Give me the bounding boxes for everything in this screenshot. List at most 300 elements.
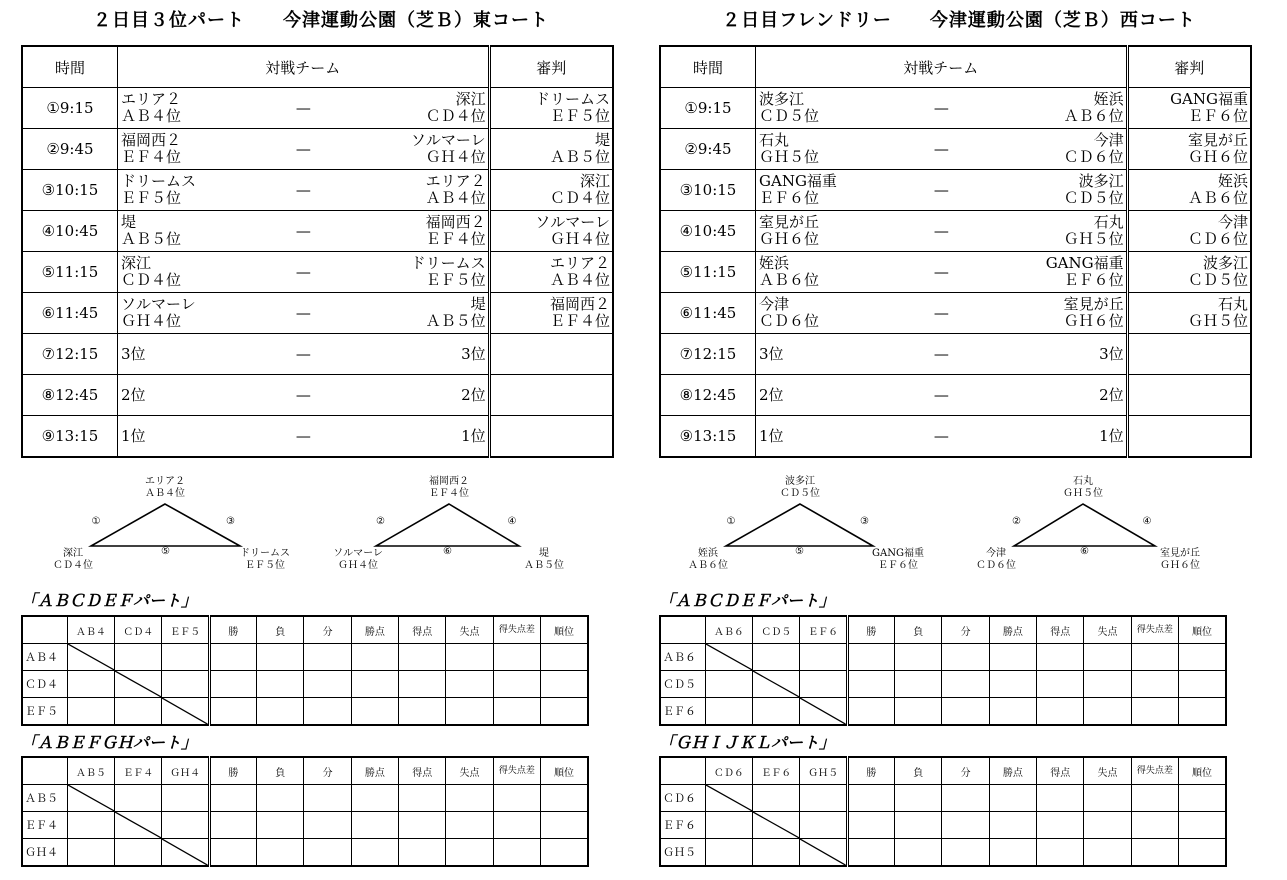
schedule-table bbox=[659, 45, 1252, 458]
referee bbox=[1127, 293, 1251, 334]
away-team-name: GANG福重 bbox=[1045, 254, 1124, 272]
triangle-top-team bbox=[135, 476, 195, 500]
match-row bbox=[660, 88, 1251, 129]
stat-cell bbox=[1084, 839, 1131, 867]
triangle-right-name: GANG福重 bbox=[872, 548, 924, 559]
away-team-name: 1位 bbox=[461, 426, 486, 445]
standings-row bbox=[22, 839, 588, 867]
home-team-seed: ＡＢ４位 bbox=[121, 107, 182, 125]
team-row-label: ＥＦ５ bbox=[22, 698, 67, 726]
away-team-name: 3位 bbox=[461, 344, 486, 363]
team-column-header: ＥＦ６ bbox=[753, 757, 800, 785]
home-team-seed: ＣＤ５位 bbox=[759, 107, 820, 125]
diagonal-cell bbox=[115, 812, 162, 839]
part-title: 「ＡＢＥＦＧＨパート」 bbox=[21, 733, 198, 752]
referee-seed: ＧＨ５位 bbox=[1187, 312, 1248, 330]
stat-cell bbox=[541, 812, 588, 839]
versus-dash: — bbox=[241, 211, 365, 252]
triangle-top-name: 福岡西２ bbox=[429, 476, 469, 487]
triangle-left-name: 今津 bbox=[986, 548, 1006, 559]
away-team bbox=[1003, 416, 1127, 458]
match-time: ⑦12:15 bbox=[22, 334, 118, 375]
stat-cell bbox=[1131, 839, 1178, 867]
stat-cell bbox=[541, 839, 588, 867]
referee-name: 福岡西２ bbox=[549, 295, 610, 313]
corner-cell bbox=[22, 616, 67, 644]
home-team bbox=[118, 170, 242, 211]
away-team-name: 深江 bbox=[455, 90, 486, 108]
home-team bbox=[118, 293, 242, 334]
stat-cell bbox=[1084, 698, 1131, 726]
diagonal-cell bbox=[800, 839, 847, 867]
match-row bbox=[660, 293, 1251, 334]
match-time: ③10:15 bbox=[22, 170, 118, 211]
home-team bbox=[118, 252, 242, 293]
match-time: ④10:45 bbox=[22, 211, 118, 252]
panel-title: ２日目３位パート 今津運動公園（芝Ｂ）東コート bbox=[93, 10, 549, 31]
triangle-left-team bbox=[966, 548, 1026, 572]
referee-seed: ＧＨ４位 bbox=[549, 230, 610, 248]
match-time: ⑥11:45 bbox=[22, 293, 118, 334]
team-row-label: ＥＦ４ bbox=[22, 812, 67, 839]
referee bbox=[489, 416, 613, 458]
triangle-top-seed: ＧＨ５位 bbox=[1063, 488, 1103, 499]
versus-dash: — bbox=[879, 375, 1003, 416]
result-cell bbox=[800, 671, 847, 698]
diagonal-cell bbox=[753, 671, 800, 698]
stat-cell bbox=[895, 839, 942, 867]
triangle-left-name: 姪浜 bbox=[698, 548, 718, 559]
triangle-right-name: 室見が丘 bbox=[1160, 548, 1200, 559]
triangle-top-seed: ＡＢ４位 bbox=[145, 488, 185, 499]
stat-cell bbox=[942, 644, 989, 671]
referee-name: ドリームス bbox=[534, 90, 610, 108]
referee bbox=[489, 375, 613, 416]
stat-cell bbox=[493, 671, 540, 698]
versus-dash: — bbox=[241, 375, 365, 416]
result-cell bbox=[67, 839, 114, 867]
home-team bbox=[756, 129, 880, 170]
stat-cell bbox=[942, 671, 989, 698]
referee bbox=[489, 293, 613, 334]
home-team-name: 2位 bbox=[759, 385, 784, 404]
stat-cell bbox=[304, 671, 351, 698]
versus-dash: — bbox=[879, 170, 1003, 211]
away-team-name: 2位 bbox=[461, 385, 486, 404]
referee-seed: ＥＦ６位 bbox=[1187, 107, 1248, 125]
diagonal-cell bbox=[800, 698, 847, 726]
stat-cell bbox=[989, 839, 1036, 867]
bracket-triangle bbox=[376, 504, 519, 546]
stat-cell bbox=[446, 812, 493, 839]
stat-cell bbox=[446, 698, 493, 726]
home-team-name: エリア２ bbox=[121, 90, 182, 108]
match-time: ③10:15 bbox=[660, 170, 756, 211]
triangle-left-seed: ＡＢ６位 bbox=[688, 560, 728, 571]
stat-cell bbox=[541, 785, 588, 812]
referee bbox=[1127, 375, 1251, 416]
diagonal-slash bbox=[706, 785, 752, 811]
standings-row bbox=[22, 785, 588, 812]
east-court-panel bbox=[21, 0, 621, 880]
stat-cell bbox=[209, 839, 256, 867]
away-team-name: 今津 bbox=[1093, 131, 1124, 149]
home-team-seed: ＧＨ５位 bbox=[759, 148, 820, 166]
home-team-name: 1位 bbox=[121, 426, 146, 445]
stat-cell bbox=[446, 839, 493, 867]
stat-cell bbox=[399, 785, 446, 812]
home-team-name: ソルマーレ bbox=[121, 295, 196, 313]
standings-row bbox=[660, 785, 1226, 812]
home-team bbox=[756, 375, 880, 416]
home-team bbox=[118, 334, 242, 375]
stat-column-header: 分 bbox=[942, 616, 989, 644]
triangle-right-number: ③ bbox=[226, 516, 235, 527]
stat-column-header: 得失点差 bbox=[493, 757, 540, 785]
stat-column-header: 勝 bbox=[847, 757, 894, 785]
diagonal-slash bbox=[162, 698, 207, 724]
stat-cell bbox=[351, 812, 398, 839]
away-team-seed: ＣＤ５位 bbox=[1063, 189, 1124, 207]
stat-column-header: 負 bbox=[257, 616, 304, 644]
triangle-bottom-number: ⑥ bbox=[1080, 546, 1089, 557]
result-cell bbox=[162, 812, 209, 839]
referee-seed: ＣＤ６位 bbox=[1187, 230, 1248, 248]
referee-name: 波多江 bbox=[1202, 254, 1248, 272]
stat-cell bbox=[257, 812, 304, 839]
versus-dash: — bbox=[879, 416, 1003, 458]
team-column-header: ＡＢ４ bbox=[67, 616, 114, 644]
diagonal-slash bbox=[706, 644, 752, 670]
stat-cell bbox=[1131, 698, 1178, 726]
stat-cell bbox=[351, 698, 398, 726]
standings-header-row bbox=[22, 616, 588, 644]
standings-table bbox=[21, 615, 589, 726]
stat-cell bbox=[257, 671, 304, 698]
part-title: 「ＡＢＣＤＥＦパート」 bbox=[659, 591, 836, 610]
team-row-label: ＡＢ５ bbox=[22, 785, 67, 812]
diagonal-slash bbox=[753, 671, 799, 697]
stat-column-header: 得点 bbox=[399, 757, 446, 785]
triangle-left-number: ① bbox=[726, 516, 736, 527]
versus-dash: — bbox=[879, 293, 1003, 334]
versus-dash: — bbox=[879, 334, 1003, 375]
stat-cell bbox=[1131, 671, 1178, 698]
standings-header-row bbox=[22, 757, 588, 785]
schedule-header-row bbox=[22, 46, 613, 88]
referee bbox=[489, 88, 613, 129]
stat-cell bbox=[257, 839, 304, 867]
away-team bbox=[365, 334, 489, 375]
diagonal-slash bbox=[753, 812, 799, 838]
triangle-right-number: ④ bbox=[507, 516, 517, 527]
diagonal-slash bbox=[115, 671, 161, 697]
versus-dash: — bbox=[879, 88, 1003, 129]
referee bbox=[489, 129, 613, 170]
result-cell bbox=[162, 785, 209, 812]
referee-seed: ＥＦ５位 bbox=[549, 107, 610, 125]
team-row-label: ＣＤ５ bbox=[660, 671, 705, 698]
stat-column-header: 得点 bbox=[1037, 757, 1084, 785]
home-team-seed: ＥＦ６位 bbox=[759, 189, 820, 207]
diagonal-cell bbox=[67, 785, 114, 812]
stat-cell bbox=[989, 644, 1036, 671]
away-team-seed: ＥＦ６位 bbox=[1063, 271, 1124, 289]
stat-cell bbox=[1037, 812, 1084, 839]
stat-cell bbox=[895, 671, 942, 698]
time-header: 時間 bbox=[22, 46, 118, 88]
bracket-diagrams bbox=[659, 472, 1259, 582]
home-team-name: 3位 bbox=[759, 344, 784, 363]
triangle-top-name: エリア２ bbox=[145, 476, 185, 487]
stat-cell bbox=[1037, 785, 1084, 812]
diagonal-slash bbox=[68, 785, 114, 811]
stat-cell bbox=[942, 812, 989, 839]
ref-header: 審判 bbox=[1127, 46, 1251, 88]
stat-cell bbox=[847, 698, 894, 726]
triangle-right-team bbox=[1145, 548, 1215, 572]
away-team-name: 堤 bbox=[470, 295, 486, 313]
referee bbox=[1127, 334, 1251, 375]
diagonal-cell bbox=[162, 839, 209, 867]
referee-name: 石丸 bbox=[1217, 295, 1248, 313]
home-team-name: 3位 bbox=[121, 344, 146, 363]
west-court-panel bbox=[659, 0, 1259, 880]
stat-cell bbox=[399, 698, 446, 726]
stat-column-header: 得点 bbox=[399, 616, 446, 644]
referee bbox=[489, 211, 613, 252]
away-team bbox=[365, 416, 489, 458]
away-team bbox=[1003, 129, 1127, 170]
stat-column-header: 負 bbox=[895, 757, 942, 785]
triangle-bottom-number: ⑤ bbox=[795, 546, 804, 557]
stat-cell bbox=[1037, 644, 1084, 671]
triangle-left-team bbox=[678, 548, 738, 572]
stat-cell bbox=[1131, 644, 1178, 671]
stat-cell bbox=[493, 839, 540, 867]
standings-row bbox=[22, 644, 588, 671]
triangle-right-seed: ＧＨ６位 bbox=[1160, 560, 1200, 571]
match-time: ⑧12:45 bbox=[660, 375, 756, 416]
stat-cell bbox=[847, 812, 894, 839]
team-row-label: ＧＨ５ bbox=[660, 839, 705, 867]
standings-row bbox=[660, 812, 1226, 839]
diagonal-slash bbox=[68, 644, 114, 670]
stat-cell bbox=[351, 671, 398, 698]
match-time: ⑤11:15 bbox=[660, 252, 756, 293]
stat-column-header: 勝点 bbox=[989, 757, 1036, 785]
diagonal-slash bbox=[162, 839, 207, 865]
stat-cell bbox=[942, 698, 989, 726]
match-time: ⑦12:15 bbox=[660, 334, 756, 375]
team-row-label: ＧＨ４ bbox=[22, 839, 67, 867]
stat-cell bbox=[1037, 671, 1084, 698]
stat-cell bbox=[209, 698, 256, 726]
referee-name: 今津 bbox=[1217, 213, 1248, 231]
corner-cell bbox=[660, 757, 705, 785]
result-cell bbox=[115, 644, 162, 671]
away-team-name: 2位 bbox=[1099, 385, 1124, 404]
team-column-header: ＥＦ４ bbox=[115, 757, 162, 785]
home-team bbox=[756, 334, 880, 375]
stat-cell bbox=[493, 644, 540, 671]
stat-cell bbox=[209, 644, 256, 671]
corner-cell bbox=[22, 757, 67, 785]
match-row bbox=[660, 334, 1251, 375]
result-cell bbox=[800, 812, 847, 839]
team-row-label: ＣＤ４ bbox=[22, 671, 67, 698]
match-row bbox=[22, 252, 613, 293]
home-team-name: 1位 bbox=[759, 426, 784, 445]
stat-cell bbox=[1179, 839, 1226, 867]
match-row bbox=[22, 211, 613, 252]
stat-cell bbox=[895, 698, 942, 726]
away-team-seed: ＣＤ６位 bbox=[1063, 148, 1124, 166]
versus-dash: — bbox=[879, 211, 1003, 252]
team-row-label: ＡＢ６ bbox=[660, 644, 705, 671]
stat-cell bbox=[304, 839, 351, 867]
stat-cell bbox=[847, 785, 894, 812]
part-title: 「ＧＨＩＪＫＬパート」 bbox=[659, 733, 836, 752]
match-row bbox=[660, 129, 1251, 170]
stat-cell bbox=[895, 644, 942, 671]
home-team-seed: ＣＤ６位 bbox=[759, 312, 820, 330]
versus-dash: — bbox=[241, 88, 365, 129]
match-time: ②9:45 bbox=[22, 129, 118, 170]
stat-column-header: 順位 bbox=[541, 616, 588, 644]
triangle-right-seed: ＥＦ６位 bbox=[878, 560, 918, 571]
triangle-top-name: 石丸 bbox=[1073, 476, 1093, 487]
home-team-seed: ＧＨ６位 bbox=[759, 230, 820, 248]
bracket-triangle bbox=[91, 504, 240, 546]
stat-cell bbox=[1131, 812, 1178, 839]
match-time: ②9:45 bbox=[660, 129, 756, 170]
match-row bbox=[660, 170, 1251, 211]
stat-cell bbox=[493, 698, 540, 726]
away-team-name: 姪浜 bbox=[1093, 90, 1124, 108]
referee-seed: ＧＨ６位 bbox=[1187, 148, 1248, 166]
stat-cell bbox=[1179, 812, 1226, 839]
diagonal-cell bbox=[705, 785, 752, 812]
stat-cell bbox=[304, 785, 351, 812]
referee bbox=[489, 252, 613, 293]
diagonal-slash bbox=[800, 839, 845, 865]
stat-cell bbox=[1084, 812, 1131, 839]
stat-cell bbox=[304, 812, 351, 839]
stat-cell bbox=[989, 671, 1036, 698]
triangle-top-team bbox=[419, 476, 479, 500]
stat-column-header: 得点 bbox=[1037, 616, 1084, 644]
match-row bbox=[22, 416, 613, 458]
home-team-seed: ＡＢ５位 bbox=[121, 230, 182, 248]
triangle-left-team bbox=[328, 548, 388, 572]
team-column-header: ＥＦ６ bbox=[800, 616, 847, 644]
triangle-bottom-number: ⑥ bbox=[443, 546, 452, 557]
standings-row bbox=[660, 644, 1226, 671]
away-team bbox=[365, 88, 489, 129]
home-team bbox=[756, 293, 880, 334]
stat-cell bbox=[942, 839, 989, 867]
triangle-right-seed: ＡＢ５位 bbox=[524, 560, 564, 571]
result-cell bbox=[753, 785, 800, 812]
referee bbox=[1127, 170, 1251, 211]
away-team bbox=[365, 375, 489, 416]
stat-cell bbox=[493, 785, 540, 812]
away-team bbox=[365, 211, 489, 252]
part-title: 「ＡＢＣＤＥＦパート」 bbox=[21, 591, 198, 610]
home-team-name: 堤 bbox=[121, 213, 137, 231]
team-column-header: ＥＦ５ bbox=[162, 616, 209, 644]
triangle-top-team bbox=[1053, 476, 1113, 500]
home-team-name: GANG福重 bbox=[759, 172, 837, 190]
referee bbox=[1127, 416, 1251, 458]
referee bbox=[1127, 88, 1251, 129]
home-team bbox=[118, 375, 242, 416]
triangle-right-team bbox=[509, 548, 579, 572]
versus-dash: — bbox=[879, 252, 1003, 293]
corner-cell bbox=[660, 616, 705, 644]
stat-cell bbox=[1179, 785, 1226, 812]
referee bbox=[1127, 252, 1251, 293]
stat-cell bbox=[399, 812, 446, 839]
match-row bbox=[660, 252, 1251, 293]
home-team-name: 石丸 bbox=[759, 131, 790, 149]
stat-column-header: 勝 bbox=[209, 616, 256, 644]
result-cell bbox=[800, 785, 847, 812]
stat-cell bbox=[446, 644, 493, 671]
triangle-top-team bbox=[770, 476, 830, 500]
stat-column-header: 順位 bbox=[1179, 616, 1226, 644]
stat-cell bbox=[942, 785, 989, 812]
triangle-left-team bbox=[43, 548, 103, 572]
versus-dash: — bbox=[241, 129, 365, 170]
bracket-triangle bbox=[726, 504, 873, 546]
stat-cell bbox=[847, 839, 894, 867]
stat-column-header: 分 bbox=[942, 757, 989, 785]
referee-name: 姪浜 bbox=[1217, 172, 1248, 190]
home-team-name: 今津 bbox=[759, 295, 790, 313]
stat-column-header: 勝点 bbox=[989, 616, 1036, 644]
stat-cell bbox=[989, 785, 1036, 812]
standings-table bbox=[659, 756, 1227, 867]
home-team bbox=[756, 170, 880, 211]
triangle-right-team bbox=[863, 548, 933, 572]
triangle-top-name: 波多江 bbox=[785, 476, 815, 487]
away-team-name: エリア２ bbox=[425, 172, 486, 190]
teams-header: 対戦チーム bbox=[118, 46, 490, 88]
stat-cell bbox=[493, 812, 540, 839]
standings-header-row bbox=[660, 616, 1226, 644]
bracket-triangle bbox=[1014, 504, 1155, 546]
result-cell bbox=[753, 698, 800, 726]
home-team-name: 福岡西２ bbox=[121, 131, 182, 149]
stat-cell bbox=[257, 785, 304, 812]
stat-cell bbox=[541, 698, 588, 726]
away-team bbox=[1003, 334, 1127, 375]
match-row bbox=[660, 211, 1251, 252]
standings-row bbox=[660, 839, 1226, 867]
match-time: ①9:15 bbox=[22, 88, 118, 129]
home-team-name: 室見が丘 bbox=[759, 213, 820, 231]
versus-dash: — bbox=[879, 129, 1003, 170]
home-team bbox=[118, 416, 242, 458]
stat-cell bbox=[989, 698, 1036, 726]
stat-column-header: 得失点差 bbox=[493, 616, 540, 644]
away-team-seed: ＡＢ６位 bbox=[1063, 107, 1124, 125]
triangle-right-name: ドリームス bbox=[240, 548, 290, 559]
diagonal-cell bbox=[753, 812, 800, 839]
match-row bbox=[22, 334, 613, 375]
